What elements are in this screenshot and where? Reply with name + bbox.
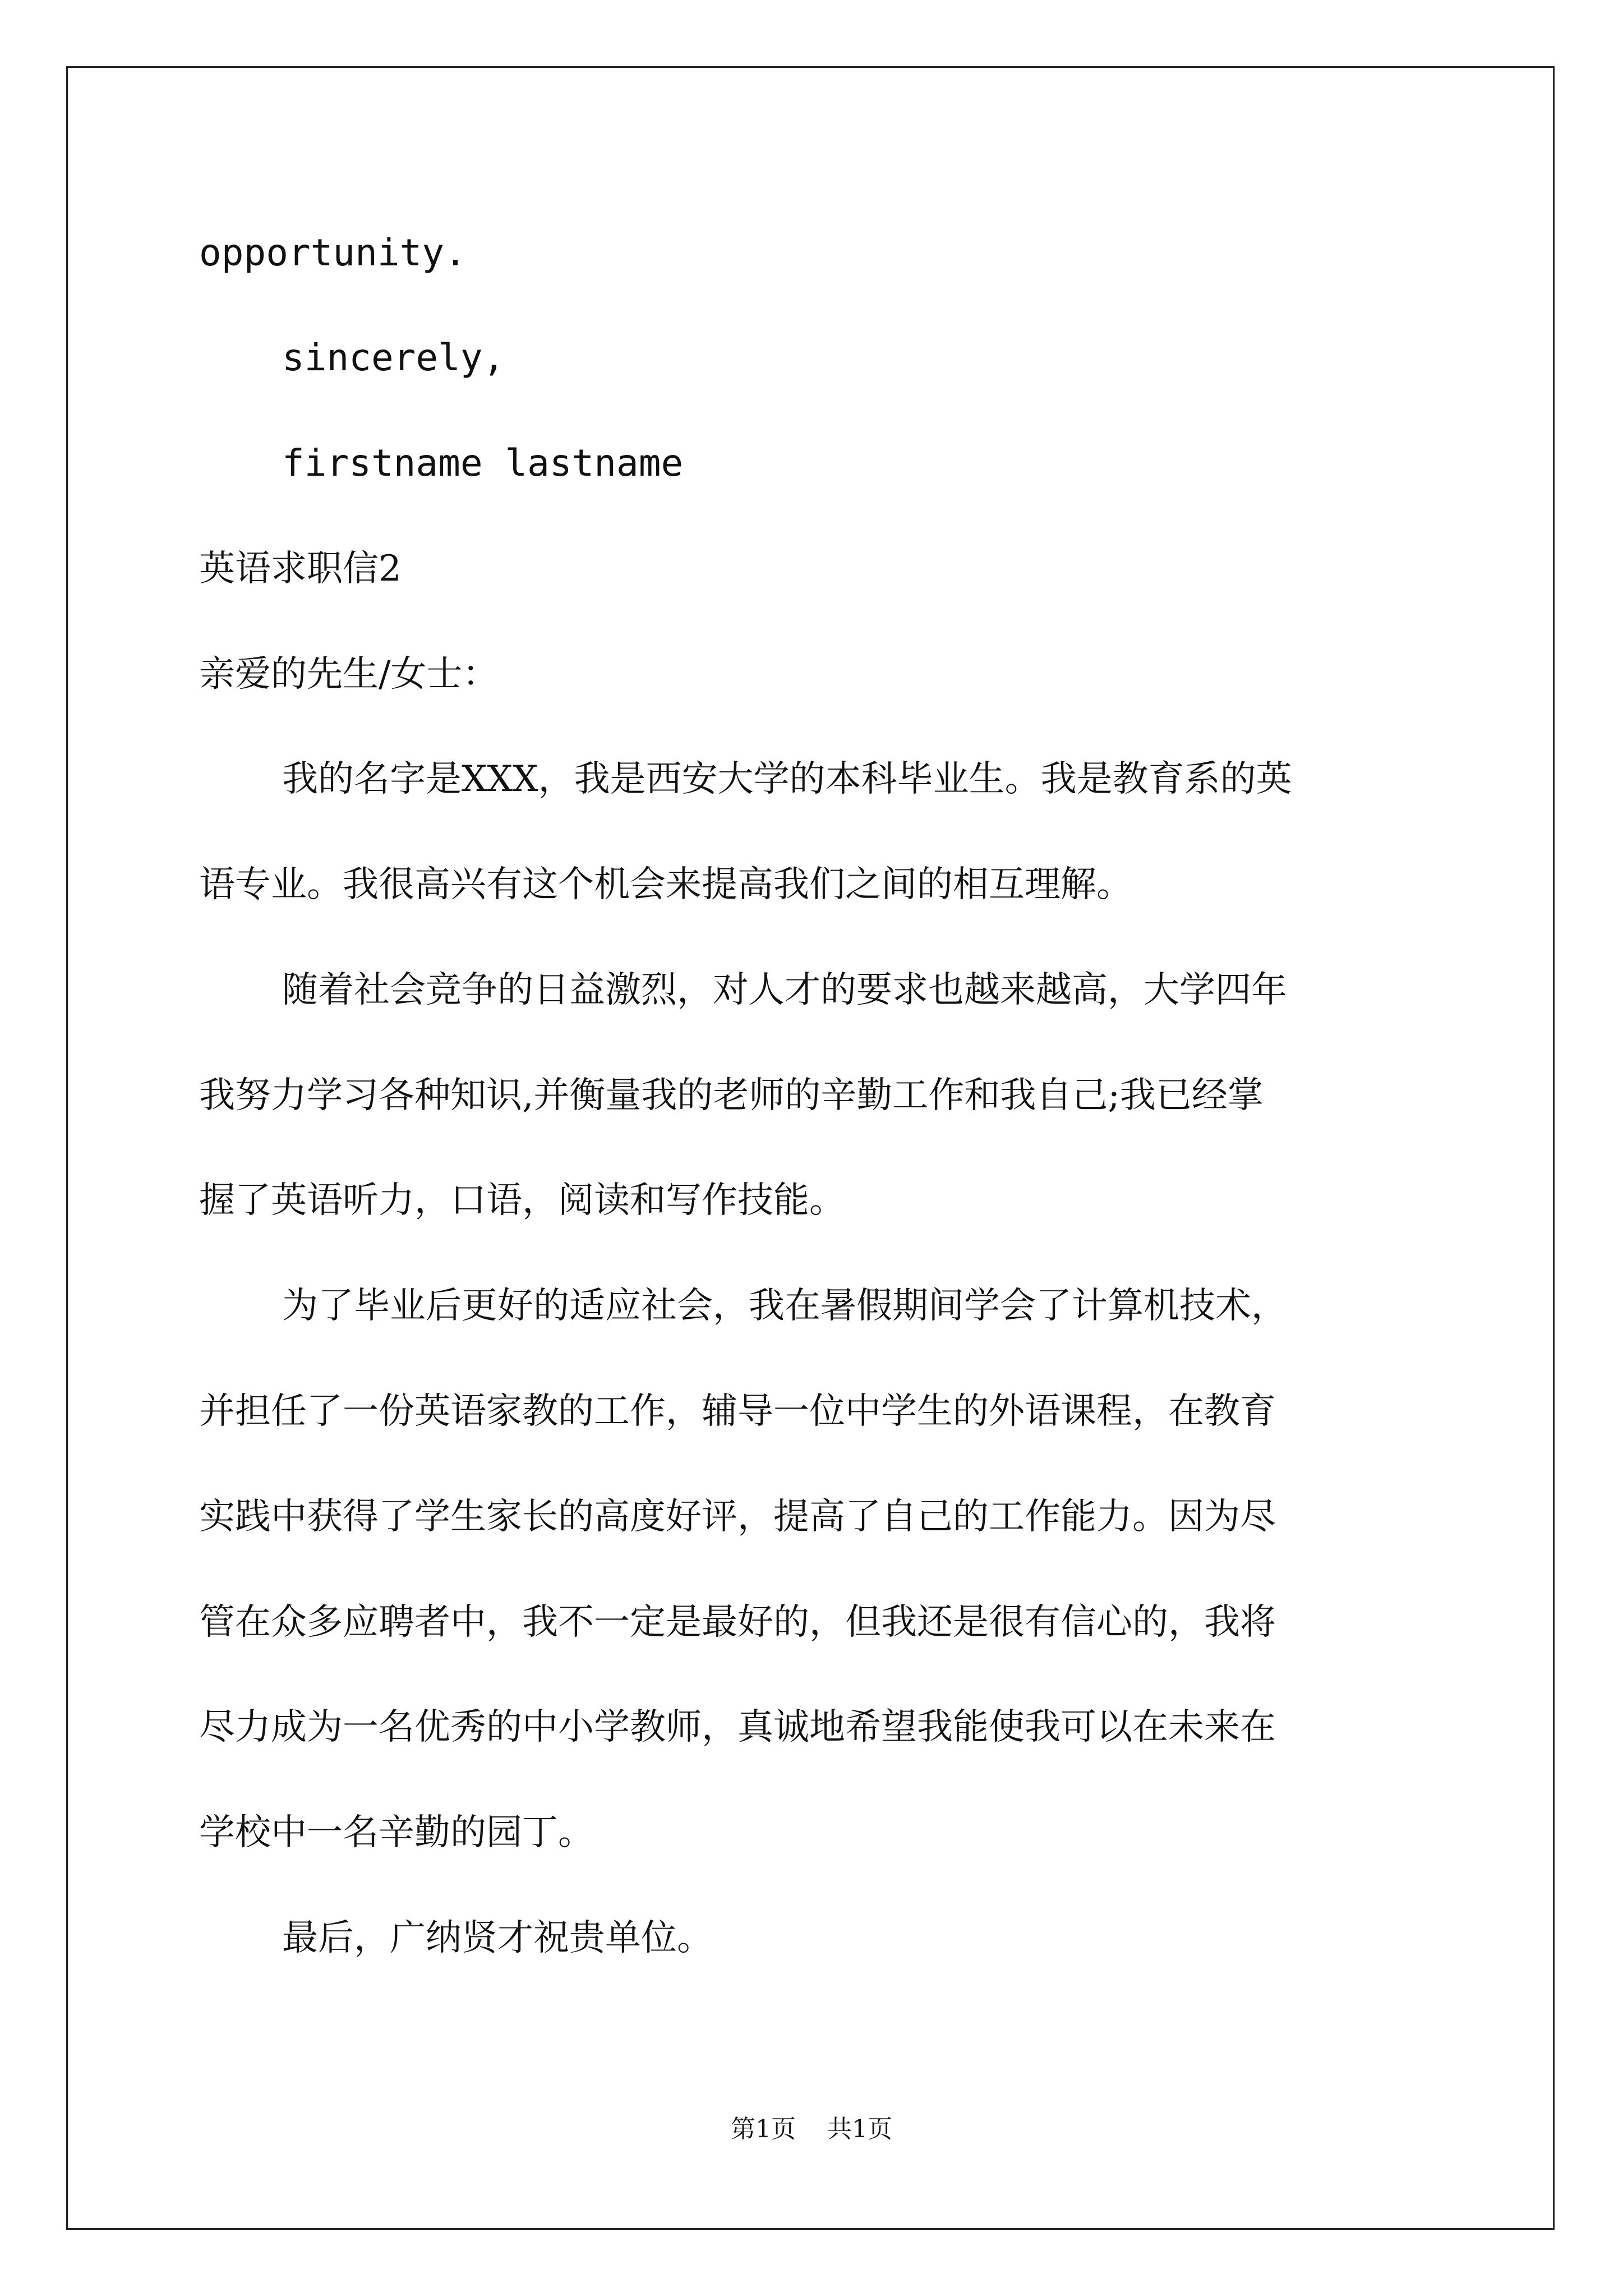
paragraph-line: 为了毕业后更好的适应社会，我在暑假期间学会了计算机技术， (282, 1285, 1287, 1327)
paragraph-line: 随着社会竞争的日益激烈，对人才的要求也越来越高，大学四年 (282, 969, 1287, 1011)
page-border (66, 66, 1555, 2230)
closing-salutation: sincerely, (282, 336, 505, 379)
paragraph-line: 握了英语听力，口语，阅读和写作技能。 (199, 1180, 845, 1221)
page-footer (0, 2117, 1623, 2142)
section-heading: 英语求职信2 (199, 548, 402, 590)
paragraph-line: 管在众多应聘者中，我不一定是最好的，但我还是很有信心的，我将 (199, 1602, 1276, 1643)
paragraph-line: 并担任了一份英语家教的工作，辅导一位中学生的外语课程，在教育 (199, 1391, 1276, 1432)
paragraph-line: 尽力成为一名优秀的中小学教师，真诚地希望我能使我可以在未来在 (199, 1706, 1276, 1748)
page-total: 共1页 (827, 2115, 892, 2143)
paragraph-line: 学校中一名辛勤的园丁。 (199, 1812, 594, 1853)
paragraph-line: 实践中获得了学生家长的高度好评，提高了自己的工作能力。因为尽 (199, 1496, 1276, 1538)
signature-name: firstname lastname (282, 441, 684, 485)
paragraph-line: 我努力学习各种知识,并衡量我的老师的辛勤工作和我自己;我已经掌 (199, 1075, 1264, 1116)
page-number: 第1页 (731, 2115, 796, 2143)
text-line: opportunity. (199, 231, 467, 274)
paragraph-line: 语专业。我很高兴有这个机会来提高我们之间的相互理解。 (199, 864, 1132, 905)
greeting: 亲爱的先生/女士： (199, 654, 499, 695)
paragraph-line: 我的名字是XXX，我是西安大学的本科毕业生。我是教育系的英 (282, 758, 1292, 800)
paragraph-line: 最后，广纳贤才祝贵单位。 (282, 1917, 713, 1959)
